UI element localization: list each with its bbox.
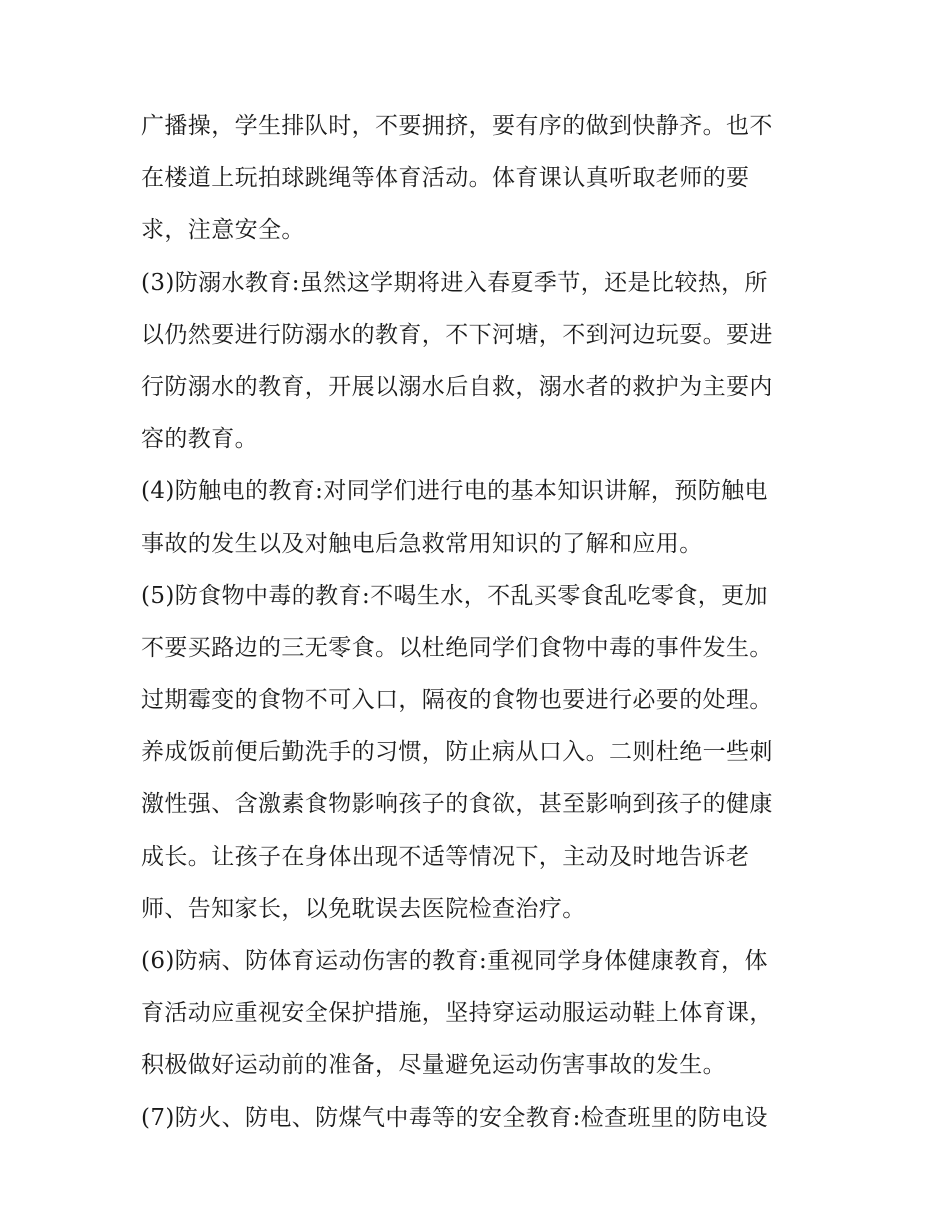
text-line: 在楼道上玩拍球跳绳等体育活动。体育课认真听取老师的要 (141, 165, 750, 192)
text-line: 积极做好运动前的准备，尽量避免运动伤害事故的发生。 (141, 1052, 726, 1079)
text-line: 广播操，学生排队时，不要拥挤，要有序的做到快静齐。也不 (141, 113, 773, 139)
text-line: 成长。让孩子在身体出现不适等情况下，主动及时地告诉老 (141, 843, 750, 870)
text-line: 育活动应重视安全保护措施，坚持穿运动服运动鞋上体育课， (141, 1000, 773, 1027)
text-line: 过期霉变的食物不可入口，隔夜的食物也要进行必要的处理。 (141, 687, 773, 714)
text-line: (4)防触电的教育:对同学们进行电的基本知识讲解，预防触电 (141, 478, 768, 505)
text-line: (3)防溺水教育:虽然这学期将进入春夏季节，还是比较热，所 (141, 269, 768, 296)
text-line: (6)防病、防体育运动伤害的教育:重视同学身体健康教育，体 (141, 948, 768, 974)
text-line: 以仍然要进行防溺水的教育，不下河塘，不到河边玩耍。要进 (141, 321, 773, 348)
text-line: 容的教育。 (141, 426, 258, 453)
body-text (141, 100, 841, 1144)
text-line: 养成饭前便后勤洗手的习惯，防止病从口入。二则杜绝一些刺 (141, 739, 773, 766)
text-line: 不要买路边的三无零食。以杜绝同学们食物中毒的事件发生。 (141, 634, 773, 661)
text-line: 师、告知家长，以免耽误去医院检查治疗。 (141, 895, 586, 922)
text-line: (5)防食物中毒的教育:不喝生水，不乱买零食乱吃零食，更加 (141, 582, 768, 609)
text-line: (7)防火、防电、防煤气中毒等的安全教育:检查班里的防电设 (141, 1104, 768, 1131)
text-line: 激性强、含激素食物影响孩子的食欲，甚至影响到孩子的健康 (141, 791, 773, 818)
text-line: 事故的发生以及对触电后急救常用知识的了解和应用。 (141, 530, 703, 557)
text-line: 求，注意安全。 (141, 217, 305, 244)
text-line: 行防溺水的教育，开展以溺水后自救，溺水者的救护为主要内 (141, 373, 773, 400)
